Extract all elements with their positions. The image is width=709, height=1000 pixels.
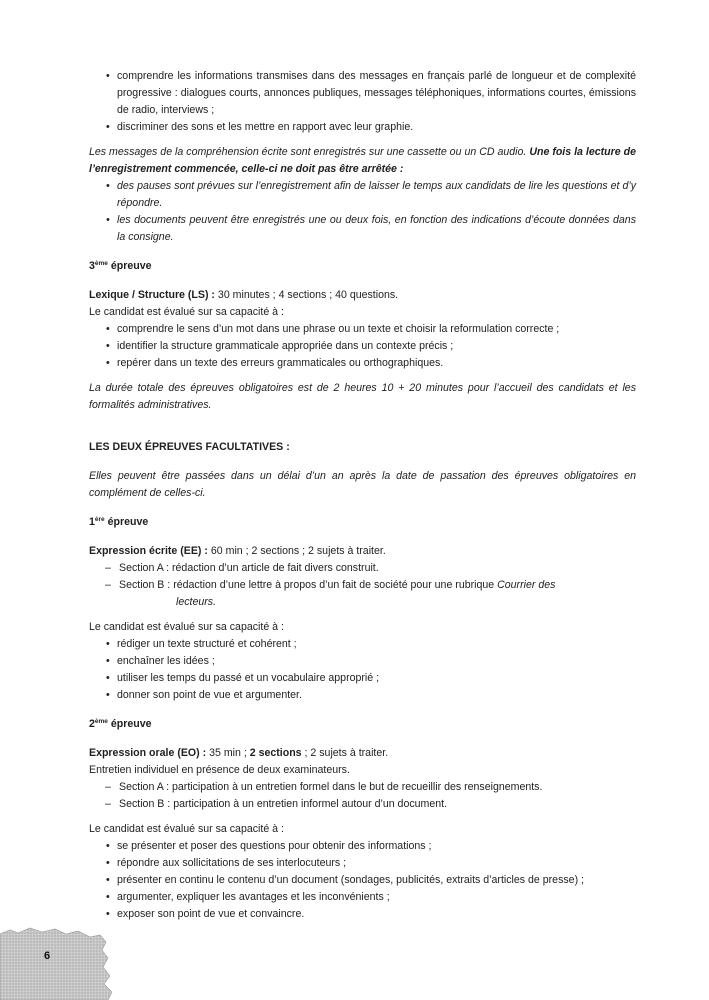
list-item: • répondre aux sollicitations de ses interlocuteurs ; bbox=[89, 855, 636, 872]
list-item: • donner son point de vue et argumenter. bbox=[89, 687, 636, 704]
list-item: • se présenter et poser des questions pour obtenir des informations ; bbox=[89, 838, 636, 855]
epreuve-1-intro: Le candidat est évalué sur sa capacité à : bbox=[89, 621, 284, 633]
torn-paper-decoration bbox=[0, 920, 125, 1000]
audio-note bbox=[89, 144, 636, 178]
section-item: – Section A : participation à un entretien formel dans le but de recueillir des renseignements. bbox=[105, 781, 543, 793]
facultatives-heading: LES DEUX ÉPREUVES FACULTATIVES : bbox=[89, 441, 290, 453]
list-item: • comprendre les informations transmises dans des messages en français parlé de longueur et de complexité progressive : dialogues courts, annonces publiques, messages téléphoniques, informations courtes, émissions de radio, interviews ; bbox=[89, 68, 636, 119]
facultatives-note: Elles peuvent être passées dans un délai d’un an après la date de passation des épreuves obligatoires en complément de celles-ci. bbox=[89, 470, 636, 499]
section-item: – Section A : rédaction d’un article de fait divers construit. bbox=[105, 562, 379, 574]
page-content bbox=[89, 68, 636, 923]
audio-note-text: Les messages de la compréhension écrite sont enregistrés sur une cassette ou un CD audio. bbox=[89, 146, 527, 158]
list-item: • argumenter, expliquer les avantages et les inconvénients ; bbox=[89, 889, 636, 906]
list-item: • comprendre le sens d’un mot dans une phrase ou un texte et choisir la reformulation correcte ; bbox=[89, 321, 636, 338]
list-item: • identifier la structure grammaticale appropriée dans un contexte précis ; bbox=[89, 338, 636, 355]
list-item: • rédiger un texte structuré et cohérent ; bbox=[89, 636, 636, 653]
list-item: • enchaîner les idées ; bbox=[89, 653, 636, 670]
epreuve-2-heading: 2ème épreuve bbox=[89, 718, 152, 730]
list-item: • présenter en continu le contenu d’un document (sondages, publicités, extraits d’articles de presse) ; bbox=[89, 872, 636, 889]
epreuve-2-intro: Le candidat est évalué sur sa capacité à : bbox=[89, 823, 284, 835]
list-item: • exposer son point de vue et convaincre. bbox=[89, 906, 636, 923]
intro-bullet-list bbox=[89, 68, 636, 136]
epreuve-3-bullets bbox=[89, 321, 636, 372]
list-item: • discriminer des sons et les mettre en rapport avec leur graphie. bbox=[89, 119, 636, 136]
section-item: – Section B : rédaction d’une lettre à propos d’un fait de société pour une rubrique Courrier des lecteurs. bbox=[105, 579, 556, 608]
epreuve-2-line2: Entretien individuel en présence de deux examinateurs. bbox=[89, 764, 350, 776]
list-item: • utiliser les temps du passé et un vocabulaire approprié ; bbox=[89, 670, 636, 687]
epreuve-3-intro: Le candidat est évalué sur sa capacité à : bbox=[89, 306, 284, 318]
list-item: • repérer dans un texte des erreurs grammaticales ou orthographiques. bbox=[89, 355, 636, 372]
epreuve-1-title: Expression écrite (EE) : 60 min ; 2 sections ; 2 sujets à traiter. bbox=[89, 545, 386, 557]
epreuve-1-sections bbox=[89, 560, 636, 611]
page-number: 6 bbox=[44, 950, 51, 962]
epreuve-3-note: La durée totale des épreuves obligatoires est de 2 heures 10 + 20 minutes pour l’accueil des candidats et les formalités administratives. bbox=[89, 382, 636, 411]
audio-note-warning: Une fois la lecture de l’enregistrement commencée, celle-ci ne doit pas être arrêtée : bbox=[89, 146, 636, 175]
epreuve-3-heading: 3ème épreuve bbox=[89, 260, 152, 272]
list-item: • les documents peuvent être enregistrés une ou deux fois, en fonction des indications d’écoute données dans la consigne. bbox=[89, 212, 636, 246]
epreuve-1-heading: 1ère épreuve bbox=[89, 516, 149, 528]
section-item: – Section B : participation à un entretien informel autour d’un document. bbox=[105, 798, 448, 810]
epreuve-2-title: Expression orale (EO) : 35 min ; 2 sections ; 2 sujets à traiter. bbox=[89, 747, 389, 759]
epreuve-1-bullets bbox=[89, 636, 636, 704]
epreuve-2-sections bbox=[89, 779, 636, 813]
audio-bullet-list bbox=[89, 178, 636, 246]
epreuve-2-bullets bbox=[89, 838, 636, 923]
list-item: • des pauses sont prévues sur l’enregistrement afin de laisser le temps aux candidats de lire les questions et d’y répondre. bbox=[89, 178, 636, 212]
epreuve-3-title: Lexique / Structure (LS) : 30 minutes ; 4 sections ; 40 questions. bbox=[89, 289, 399, 301]
